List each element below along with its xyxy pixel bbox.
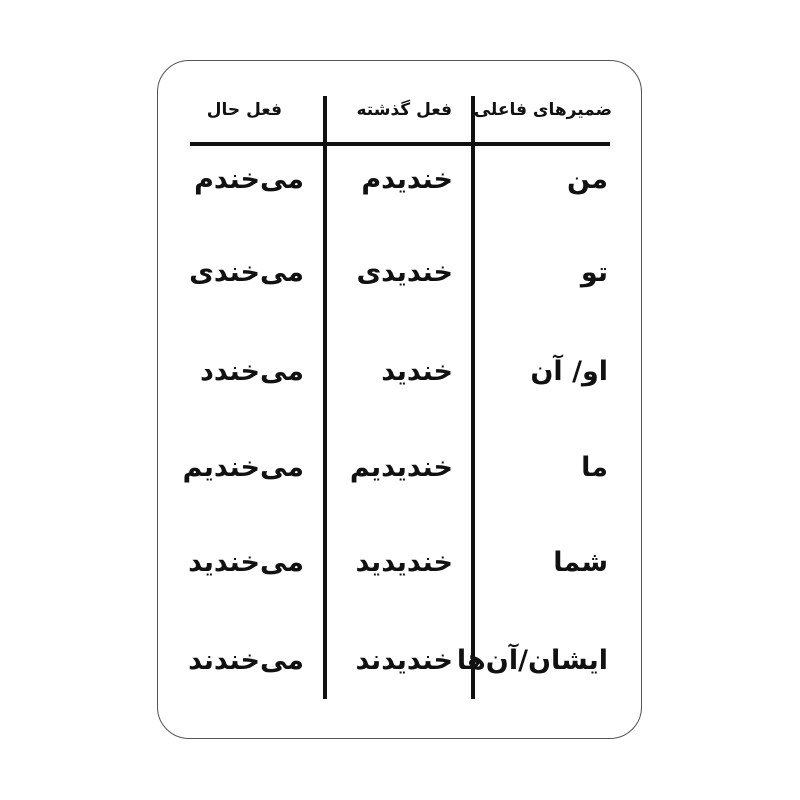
- row-6-past: خندیدند: [355, 645, 453, 676]
- row-6-present: می‌خندند: [188, 645, 304, 676]
- row-6-pronoun: ایشان/آن‌ها: [456, 645, 608, 676]
- conjugation-card: [157, 60, 642, 739]
- row-2-past: خندیدی: [356, 257, 453, 288]
- row-5-past: خندیدید: [355, 547, 453, 578]
- header-present-verb: فعل حال: [206, 100, 282, 120]
- row-4-pronoun: ما: [581, 452, 608, 483]
- header-pronouns: ضمیرهای فاعلی: [473, 100, 612, 120]
- row-3-present: می‌خندد: [200, 356, 304, 387]
- row-3-pronoun: او/ آن: [530, 356, 608, 387]
- row-3-past: خندید: [381, 356, 453, 387]
- row-5-pronoun: شما: [553, 547, 608, 578]
- row-2-present: می‌خندی: [189, 257, 304, 288]
- row-1-present: می‌خندم: [194, 164, 304, 195]
- row-4-past: خندیدیم: [349, 452, 453, 483]
- row-1-past: خندیدم: [361, 164, 453, 195]
- row-5-present: می‌خندید: [188, 547, 304, 578]
- column-divider-left: [323, 96, 327, 699]
- column-divider-right: [471, 96, 475, 699]
- row-2-pronoun: تو: [580, 257, 608, 288]
- row-1-pronoun: من: [566, 164, 608, 195]
- row-4-present: می‌خندیم: [182, 452, 304, 483]
- header-past-verb: فعل گذشته: [356, 100, 452, 120]
- header-divider: [190, 142, 610, 146]
